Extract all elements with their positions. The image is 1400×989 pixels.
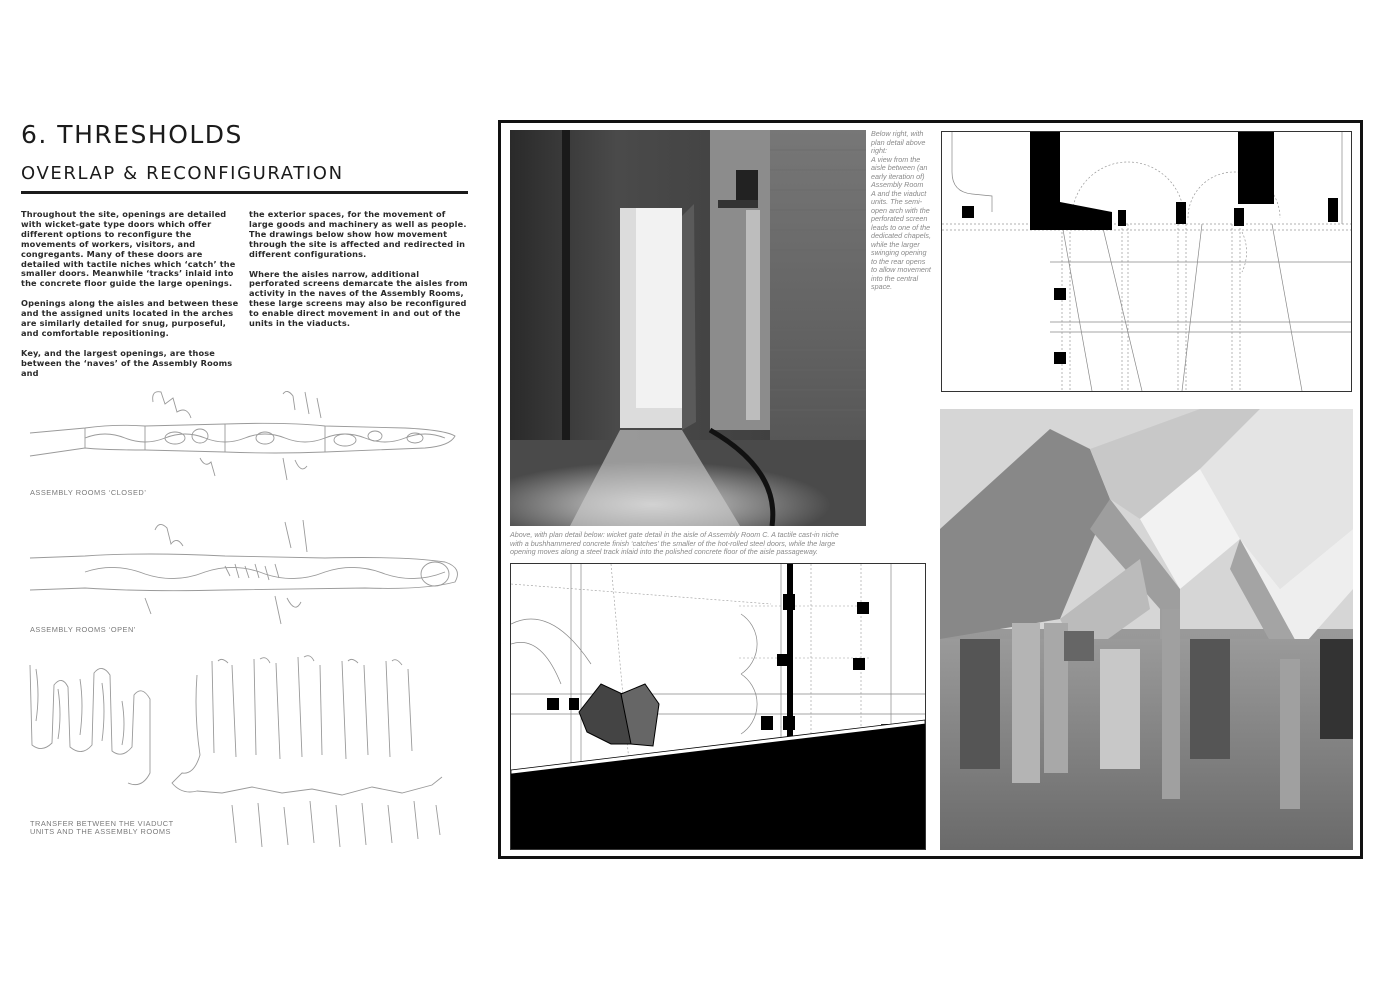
body-paragraph: Openings along the aisles and between these and the assigned units located in the arches are similarly detailed for snug, purposeful, and comfortable repositioning. [21,298,239,338]
note-line: swinging opening [871,248,927,257]
body-paragraph: Where the aisles narrow, additional perforated screens demarcate the aisles from activity in the naves of the Assembly Rooms, these large screens may also be reconfigured to enable direct movement in and out of the units in the viaducts. [249,268,468,329]
body-paragraph: Throughout the site, openings are detailed with wicket-gate type doors which offer different options to reconfigure the movements of workers, visitors, and congregants. Many of these doors are detailed with tactile niches which ‘catch’ the smaller doors. Meanwhile ‘tracks’ inlaid into the concrete floor guide the large openings. [21,209,236,289]
note-line: to allow movement [871,265,931,274]
render-assembly-hall [940,409,1353,850]
note-line: units. The semi- [871,197,923,206]
note-line: open arch with the [871,205,930,215]
caption-transfer-2: UNITS AND THE ASSEMBLY ROOMS [30,827,171,836]
page-subtitle: OVERLAP & RECONFIGURATION [21,163,344,184]
note-line: opening moves along a steel track inlaid into the polished concrete floor of the aisle passageway. [510,547,818,556]
title-rule [21,191,468,194]
note-line: space. [871,282,893,291]
sketch-assembly-closed [25,388,470,488]
note-line: aisle between (an [871,163,928,172]
note-line: right: [871,146,887,155]
caption-assembly-open: ASSEMBLY ROOMS ‘OPEN’ [30,625,136,634]
note-line: Above, with plan detail below: wicket gate detail in the aisle of Assembly Room C. A tactile cast-in niche [510,530,839,539]
body-column-2 [249,210,471,339]
note-line: Assembly Room [871,180,924,189]
body-column-1 [21,210,243,389]
note-line: plan detail above [871,137,926,147]
note-line: perforated screen [871,214,928,223]
caption-assembly-closed: ASSEMBLY ROOMS ‘CLOSED’ [30,488,147,497]
note-line: dedicated chapels, [871,231,931,240]
body-paragraph: the exterior spaces, for the movement of large goods and machinery as well as people. The drawings below show how movement through the site is affected and redirected in different configurations. [249,209,467,259]
page-title: 6. THRESHOLDS [21,120,243,149]
render-wicket-gate [510,130,866,526]
note-line: early iteration of) [871,171,925,181]
note-line: with a bushhammered concrete finish ‘catches’ the smaller of the hot-rolled steel doors, while the large [510,538,836,548]
caption-transfer-1: TRANSFER BETWEEN THE VIADUCT [30,819,174,828]
plan-detail-lower [510,563,926,850]
note-view-description [871,130,939,292]
note-line: A and the viaduct [871,188,927,198]
note-line: into the central [871,273,919,283]
note-line: A view from the [871,154,921,164]
note-line: to the rear opens [871,256,926,266]
note-line: Below right, with [871,129,924,138]
plan-detail-upper [941,131,1352,392]
note-wicket-gate [510,531,930,557]
body-paragraph: Key, and the largest openings, are those between the ‘naves’ of the Assembly Rooms and [21,347,233,378]
note-line: leads to one of the [871,222,931,232]
sketch-assembly-open [25,518,470,628]
note-line: while the larger [871,239,920,249]
